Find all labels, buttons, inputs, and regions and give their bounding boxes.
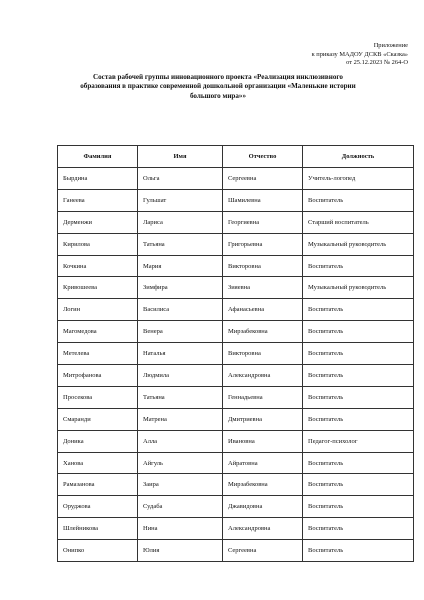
header-name: Имя	[138, 146, 223, 168]
cell-surname: Онипко	[58, 540, 138, 562]
cell-name: Юлия	[138, 540, 223, 562]
cell-patronymic: Александровна	[223, 365, 303, 387]
cell-patronymic: Георгиевна	[223, 211, 303, 233]
cell-name: Судаба	[138, 496, 223, 518]
cell-surname: Митрофанова	[58, 365, 138, 387]
table-row	[58, 255, 414, 277]
appendix-label: Приложение	[373, 42, 408, 49]
header-patronymic: Отчество	[223, 146, 303, 168]
cell-position: Воспитатель	[303, 452, 414, 474]
document-title	[40, 73, 396, 101]
table-header-row	[58, 146, 414, 168]
cell-patronymic: Григорьевна	[223, 233, 303, 255]
cell-position: Учитель-логопед	[303, 168, 414, 190]
cell-patronymic: Александровна	[223, 518, 303, 540]
cell-surname: Ганеева	[58, 189, 138, 211]
cell-name: Зимфира	[138, 277, 223, 299]
table-row	[58, 321, 414, 343]
cell-patronymic: Сергеевна	[223, 168, 303, 190]
cell-surname: Кирилова	[58, 233, 138, 255]
cell-position: Воспитатель	[303, 496, 414, 518]
cell-patronymic: Мирзабековна	[223, 474, 303, 496]
table-row	[58, 233, 414, 255]
cell-name: Василиса	[138, 299, 223, 321]
cell-patronymic: Викторовна	[223, 343, 303, 365]
working-group-table	[57, 145, 414, 562]
cell-name: Матрена	[138, 408, 223, 430]
cell-surname: Шлейникова	[58, 518, 138, 540]
table-row	[58, 299, 414, 321]
cell-patronymic: Ивановна	[223, 430, 303, 452]
cell-patronymic: Викторовна	[223, 255, 303, 277]
cell-name: Нина	[138, 518, 223, 540]
cell-name: Татьяна	[138, 233, 223, 255]
appendix-header	[312, 42, 408, 68]
table-row	[58, 211, 414, 233]
cell-position: Воспитатель	[303, 343, 414, 365]
title-line-1: Состав рабочей группы инновационного проекта «Реализация инклюзивного	[93, 73, 343, 81]
appendix-order-date: от 25.12.2023 № 264-О	[346, 59, 408, 67]
cell-patronymic: Мирзабековна	[223, 321, 303, 343]
cell-position: Воспитатель	[303, 299, 414, 321]
cell-patronymic: Афанасьевна	[223, 299, 303, 321]
cell-position: Воспитатель	[303, 255, 414, 277]
cell-name: Венера	[138, 321, 223, 343]
cell-patronymic: Айратовна	[223, 452, 303, 474]
table-row	[58, 277, 414, 299]
cell-patronymic: Геннадьевна	[223, 386, 303, 408]
table-row	[58, 408, 414, 430]
cell-surname: Кривошеева	[58, 277, 138, 299]
cell-surname: Логин	[58, 299, 138, 321]
cell-surname: Рамазанова	[58, 474, 138, 496]
cell-name: Айгуль	[138, 452, 223, 474]
cell-name: Алла	[138, 430, 223, 452]
cell-patronymic: Сергеевна	[223, 540, 303, 562]
cell-name: Наталья	[138, 343, 223, 365]
cell-position: Воспитатель	[303, 408, 414, 430]
cell-surname: Просекова	[58, 386, 138, 408]
table-row	[58, 474, 414, 496]
cell-name: Заира	[138, 474, 223, 496]
cell-surname: Кочкина	[58, 255, 138, 277]
cell-position: Воспитатель	[303, 518, 414, 540]
cell-position: Воспитатель	[303, 189, 414, 211]
table-row	[58, 168, 414, 190]
table-row	[58, 365, 414, 387]
cell-position: Музыкальный руководитель	[303, 233, 414, 255]
cell-patronymic: Шамилевна	[223, 189, 303, 211]
cell-position: Старший воспитатель	[303, 211, 414, 233]
appendix-order-ref: к приказу МАДОУ ДСКВ «Сказка»	[311, 50, 408, 58]
cell-surname: Оруджова	[58, 496, 138, 518]
table-row	[58, 386, 414, 408]
cell-position: Воспитатель	[303, 540, 414, 562]
cell-surname: Ханова	[58, 452, 138, 474]
header-position: Должность	[303, 146, 414, 168]
cell-surname: Метелева	[58, 343, 138, 365]
table-row	[58, 540, 414, 562]
table-row	[58, 189, 414, 211]
table-row	[58, 452, 414, 474]
cell-name: Татьяна	[138, 386, 223, 408]
header-surname: Фамилия	[58, 146, 138, 168]
cell-name: Людмила	[138, 365, 223, 387]
cell-surname: Доника	[58, 430, 138, 452]
cell-patronymic: Джавидовна	[223, 496, 303, 518]
cell-surname: Магомедова	[58, 321, 138, 343]
table-row	[58, 518, 414, 540]
cell-position: Педагог-психолог	[303, 430, 414, 452]
cell-position: Музыкальный руководитель	[303, 277, 414, 299]
cell-patronymic: Зияевна	[223, 277, 303, 299]
table-row	[58, 496, 414, 518]
cell-name: Мария	[138, 255, 223, 277]
table-row	[58, 343, 414, 365]
cell-position: Воспитатель	[303, 365, 414, 387]
cell-position: Воспитатель	[303, 386, 414, 408]
cell-surname: Бырдина	[58, 168, 138, 190]
cell-name: Ольга	[138, 168, 223, 190]
cell-position: Воспитатель	[303, 474, 414, 496]
cell-name: Гульшат	[138, 189, 223, 211]
cell-position: Воспитатель	[303, 321, 414, 343]
cell-surname: Дерменжи	[58, 211, 138, 233]
title-line-3: большого мира»»	[189, 91, 247, 100]
cell-name: Лариса	[138, 211, 223, 233]
cell-patronymic: Дмитриевна	[223, 408, 303, 430]
cell-surname: Смаранди	[58, 408, 138, 430]
title-line-2: образования в практике современной дошкольной организации «Маленькие истории	[80, 82, 356, 91]
table-row	[58, 430, 414, 452]
